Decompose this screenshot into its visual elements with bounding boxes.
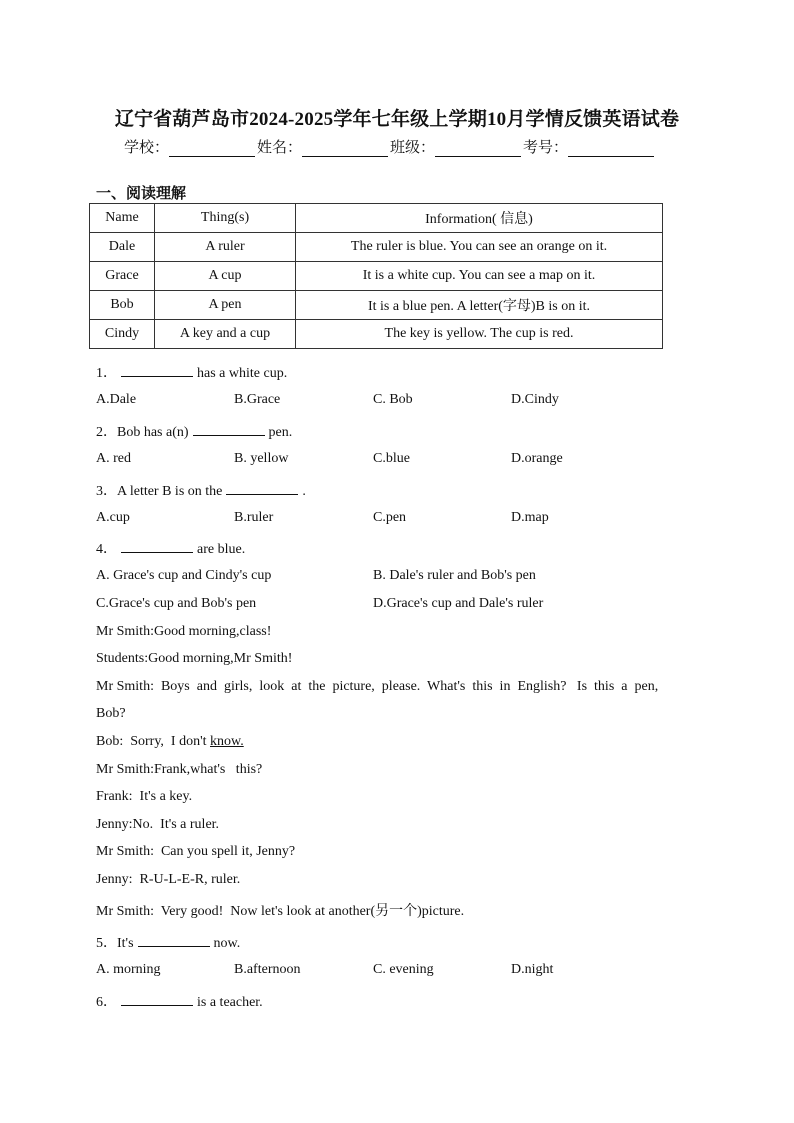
q1-option-a[interactable]: A.Dale	[96, 392, 137, 407]
school-blank[interactable]	[169, 140, 255, 157]
q4-option-a[interactable]: A. Grace's cup and Cindy's cup	[96, 568, 272, 583]
question-2: 2．Bob has a(n) pen.	[96, 425, 293, 440]
q1-option-c[interactable]: C. Bob	[373, 392, 413, 407]
q1-option-b[interactable]: B.Grace	[234, 392, 281, 407]
name-blank[interactable]	[302, 140, 388, 157]
table-header: Name	[90, 204, 155, 233]
dialogue-line: Jenny:No. It's a ruler.	[96, 817, 220, 832]
school-field: 学校：	[124, 136, 257, 157]
answer-blank[interactable]	[226, 482, 298, 495]
exam-number-field: 考号：	[523, 136, 656, 157]
answer-blank[interactable]	[138, 934, 210, 947]
question-1: 1． has a white cup.	[96, 366, 288, 381]
answer-blank[interactable]	[193, 423, 265, 436]
table-cell: It is a white cup. You can see a map on it.	[296, 262, 663, 291]
answer-blank[interactable]	[121, 364, 193, 377]
dialogue-line: Mr Smith: Very good! Now let's look at another(另一个)picture.	[96, 904, 465, 919]
q4-option-b[interactable]: B. Dale's ruler and Bob's pen	[373, 568, 536, 583]
q4-option-c[interactable]: C.Grace's cup and Bob's pen	[96, 596, 257, 611]
dialogue-line: Mr Smith: Boys and girls, look at the picture, please. What's this in English? Is this a pen,	[96, 679, 659, 694]
dialogue-line: Bob?	[96, 706, 126, 721]
section-heading: 一、阅读理解	[96, 186, 187, 202]
table-row	[90, 320, 663, 349]
question-3: 3．A letter B is on the .	[96, 484, 306, 499]
dialogue-line: Mr Smith: Can you spell it, Jenny?	[96, 844, 296, 859]
table-cell: The key is yellow. The cup is red.	[296, 320, 663, 349]
q5-option-c[interactable]: C. evening	[373, 962, 434, 977]
underlined-word: know.	[210, 734, 244, 749]
q2-option-a[interactable]: A. red	[96, 451, 131, 466]
dialogue-line: Students:Good morning,Mr Smith!	[96, 651, 293, 666]
dialogue-line: Mr Smith:Frank,what's this?	[96, 762, 263, 777]
q4-option-d[interactable]: D.Grace's cup and Dale's ruler	[373, 596, 544, 611]
class-blank[interactable]	[435, 140, 521, 157]
question-4: 4． are blue.	[96, 542, 246, 557]
q5-option-b[interactable]: B.afternoon	[234, 962, 301, 977]
q2-option-c[interactable]: C.blue	[373, 451, 410, 466]
page-title: 辽宁省葫芦岛市2024-2025学年七年级上学期10月学情反馈英语试卷	[114, 109, 680, 130]
q3-option-d[interactable]: D.map	[511, 510, 549, 525]
student-info	[124, 136, 656, 157]
dialogue-line: Bob: Sorry, I don't know.	[96, 734, 244, 749]
q5-option-a[interactable]: A. morning	[96, 962, 161, 977]
table-row	[90, 233, 663, 262]
question-6: 6． is a teacher.	[96, 995, 263, 1010]
dialogue-line: Mr Smith:Good morning,class!	[96, 624, 272, 639]
table-cell: A ruler	[155, 233, 296, 262]
q3-option-c[interactable]: C.pen	[373, 510, 407, 525]
name-field: 姓名：	[257, 136, 390, 157]
table-row	[90, 262, 663, 291]
table-cell: The ruler is blue. You can see an orange on it.	[296, 233, 663, 262]
answer-blank[interactable]	[121, 993, 193, 1006]
info-table	[89, 203, 663, 349]
answer-blank[interactable]	[121, 540, 193, 553]
table-cell: Cindy	[90, 320, 155, 349]
table-cell: A key and a cup	[155, 320, 296, 349]
table-cell: A cup	[155, 262, 296, 291]
exam-number-blank[interactable]	[568, 140, 654, 157]
table-cell: A pen	[155, 291, 296, 320]
q3-option-a[interactable]: A.cup	[96, 510, 130, 525]
q2-option-b[interactable]: B. yellow	[234, 451, 289, 466]
q1-option-d[interactable]: D.Cindy	[511, 392, 559, 407]
table-header-row	[90, 204, 663, 233]
class-field: 班级：	[390, 136, 523, 157]
q3-option-b[interactable]: B.ruler	[234, 510, 274, 525]
q5-option-d[interactable]: D.night	[511, 962, 554, 977]
table-row	[90, 291, 663, 320]
table-cell: Dale	[90, 233, 155, 262]
dialogue-line: Frank: It's a key.	[96, 789, 193, 804]
table-header: Information( 信息)	[296, 204, 663, 233]
question-5: 5．It's now.	[96, 936, 241, 951]
table-cell: Grace	[90, 262, 155, 291]
table-cell: It is a blue pen. A letter(字母)B is on it.	[296, 291, 663, 320]
q2-option-d[interactable]: D.orange	[511, 451, 563, 466]
dialogue-line: Jenny: R-U-L-E-R, ruler.	[96, 872, 241, 887]
table-header: Thing(s)	[155, 204, 296, 233]
table-cell: Bob	[90, 291, 155, 320]
